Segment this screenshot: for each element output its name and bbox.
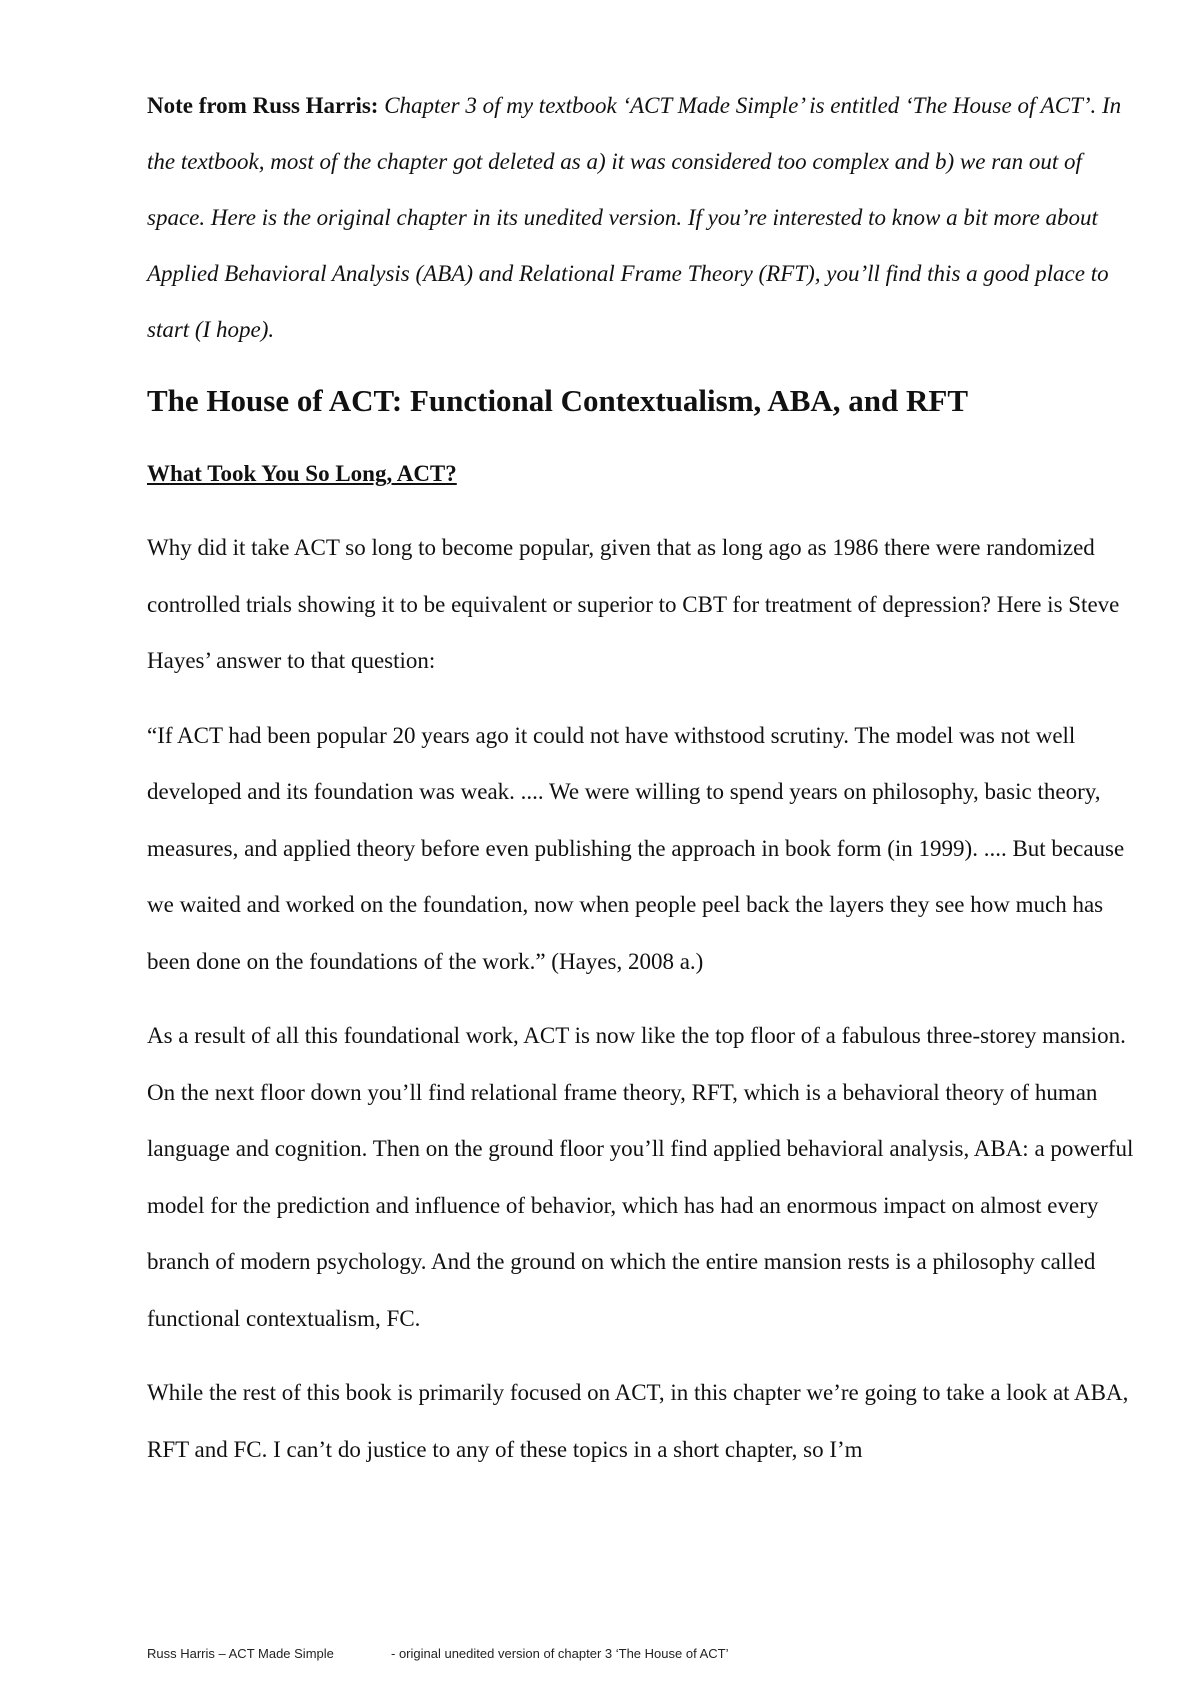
author-note xyxy=(147,78,1137,358)
section-heading: What Took You So Long, ACT? xyxy=(147,461,457,486)
page-footer xyxy=(147,1646,728,1661)
footer-left: Russ Harris – ACT Made Simple xyxy=(147,1646,334,1661)
paragraph-1: Why did it take ACT so long to become popular, given that as long ago as 1986 there were randomized controlled trials showing it to be equivalent or superior to CBT for treatment of depression? Here is Steve Hayes’ answer to that question: xyxy=(147,535,1120,673)
paragraph-3: As a result of all this foundational work, ACT is now like the top floor of a fabulous three-storey mansion. On the next floor down you’ll find relational frame theory, RFT, which is a behavioral theory of human language and cognition. Then on the ground floor you’ll find applied behavioral analysis, ABA: a powerful model for the prediction and influence of behavior, which has had an enormous impact on almost every branch of modern psychology. And the ground on which the entire mansion rests is a philosophy called functional contextualism, FC. xyxy=(147,1023,1134,1331)
page-content xyxy=(147,78,1137,1478)
footer-right: - original unedited version of chapter 3 ‘The House of ACT’ xyxy=(391,1646,729,1661)
paragraph-4: While the rest of this book is primarily focused on ACT, in this chapter we’re going to take a look at ABA, RFT and FC. I can’t do justice to any of these topics in a short chapter, so I’m xyxy=(147,1380,1129,1462)
quote-paragraph: “If ACT had been popular 20 years ago it could not have withstood scrutiny. The model was not well developed and its foundation was weak. .... We were willing to spend years on philosophy, basic theory, measures, and applied theory before even publishing the approach in book form (in 1999). .... But because we waited and worked on the foundation, now when people peel back the layers they see how much has been done on the foundations of the work.” (Hayes, 2008 a.) xyxy=(147,722,1125,974)
author-note-text: Chapter 3 of my textbook ‘ACT Made Simple’ is entitled ‘The House of ACT’. In the textbook, most of the chapter got deleted as a) it was considered too complex and b) we ran out of space. Here is the original chapter in its unedited version. If you’re interested to know a bit more about Applied Behavioral Analysis (ABA) and Relational Frame Theory (RFT), you’ll find this a good place to start (I hope). xyxy=(147,93,1122,342)
author-note-label: Note from Russ Harris: xyxy=(147,93,379,118)
chapter-title: The House of ACT: Functional Contextualism, ABA, and RFT xyxy=(147,383,969,418)
